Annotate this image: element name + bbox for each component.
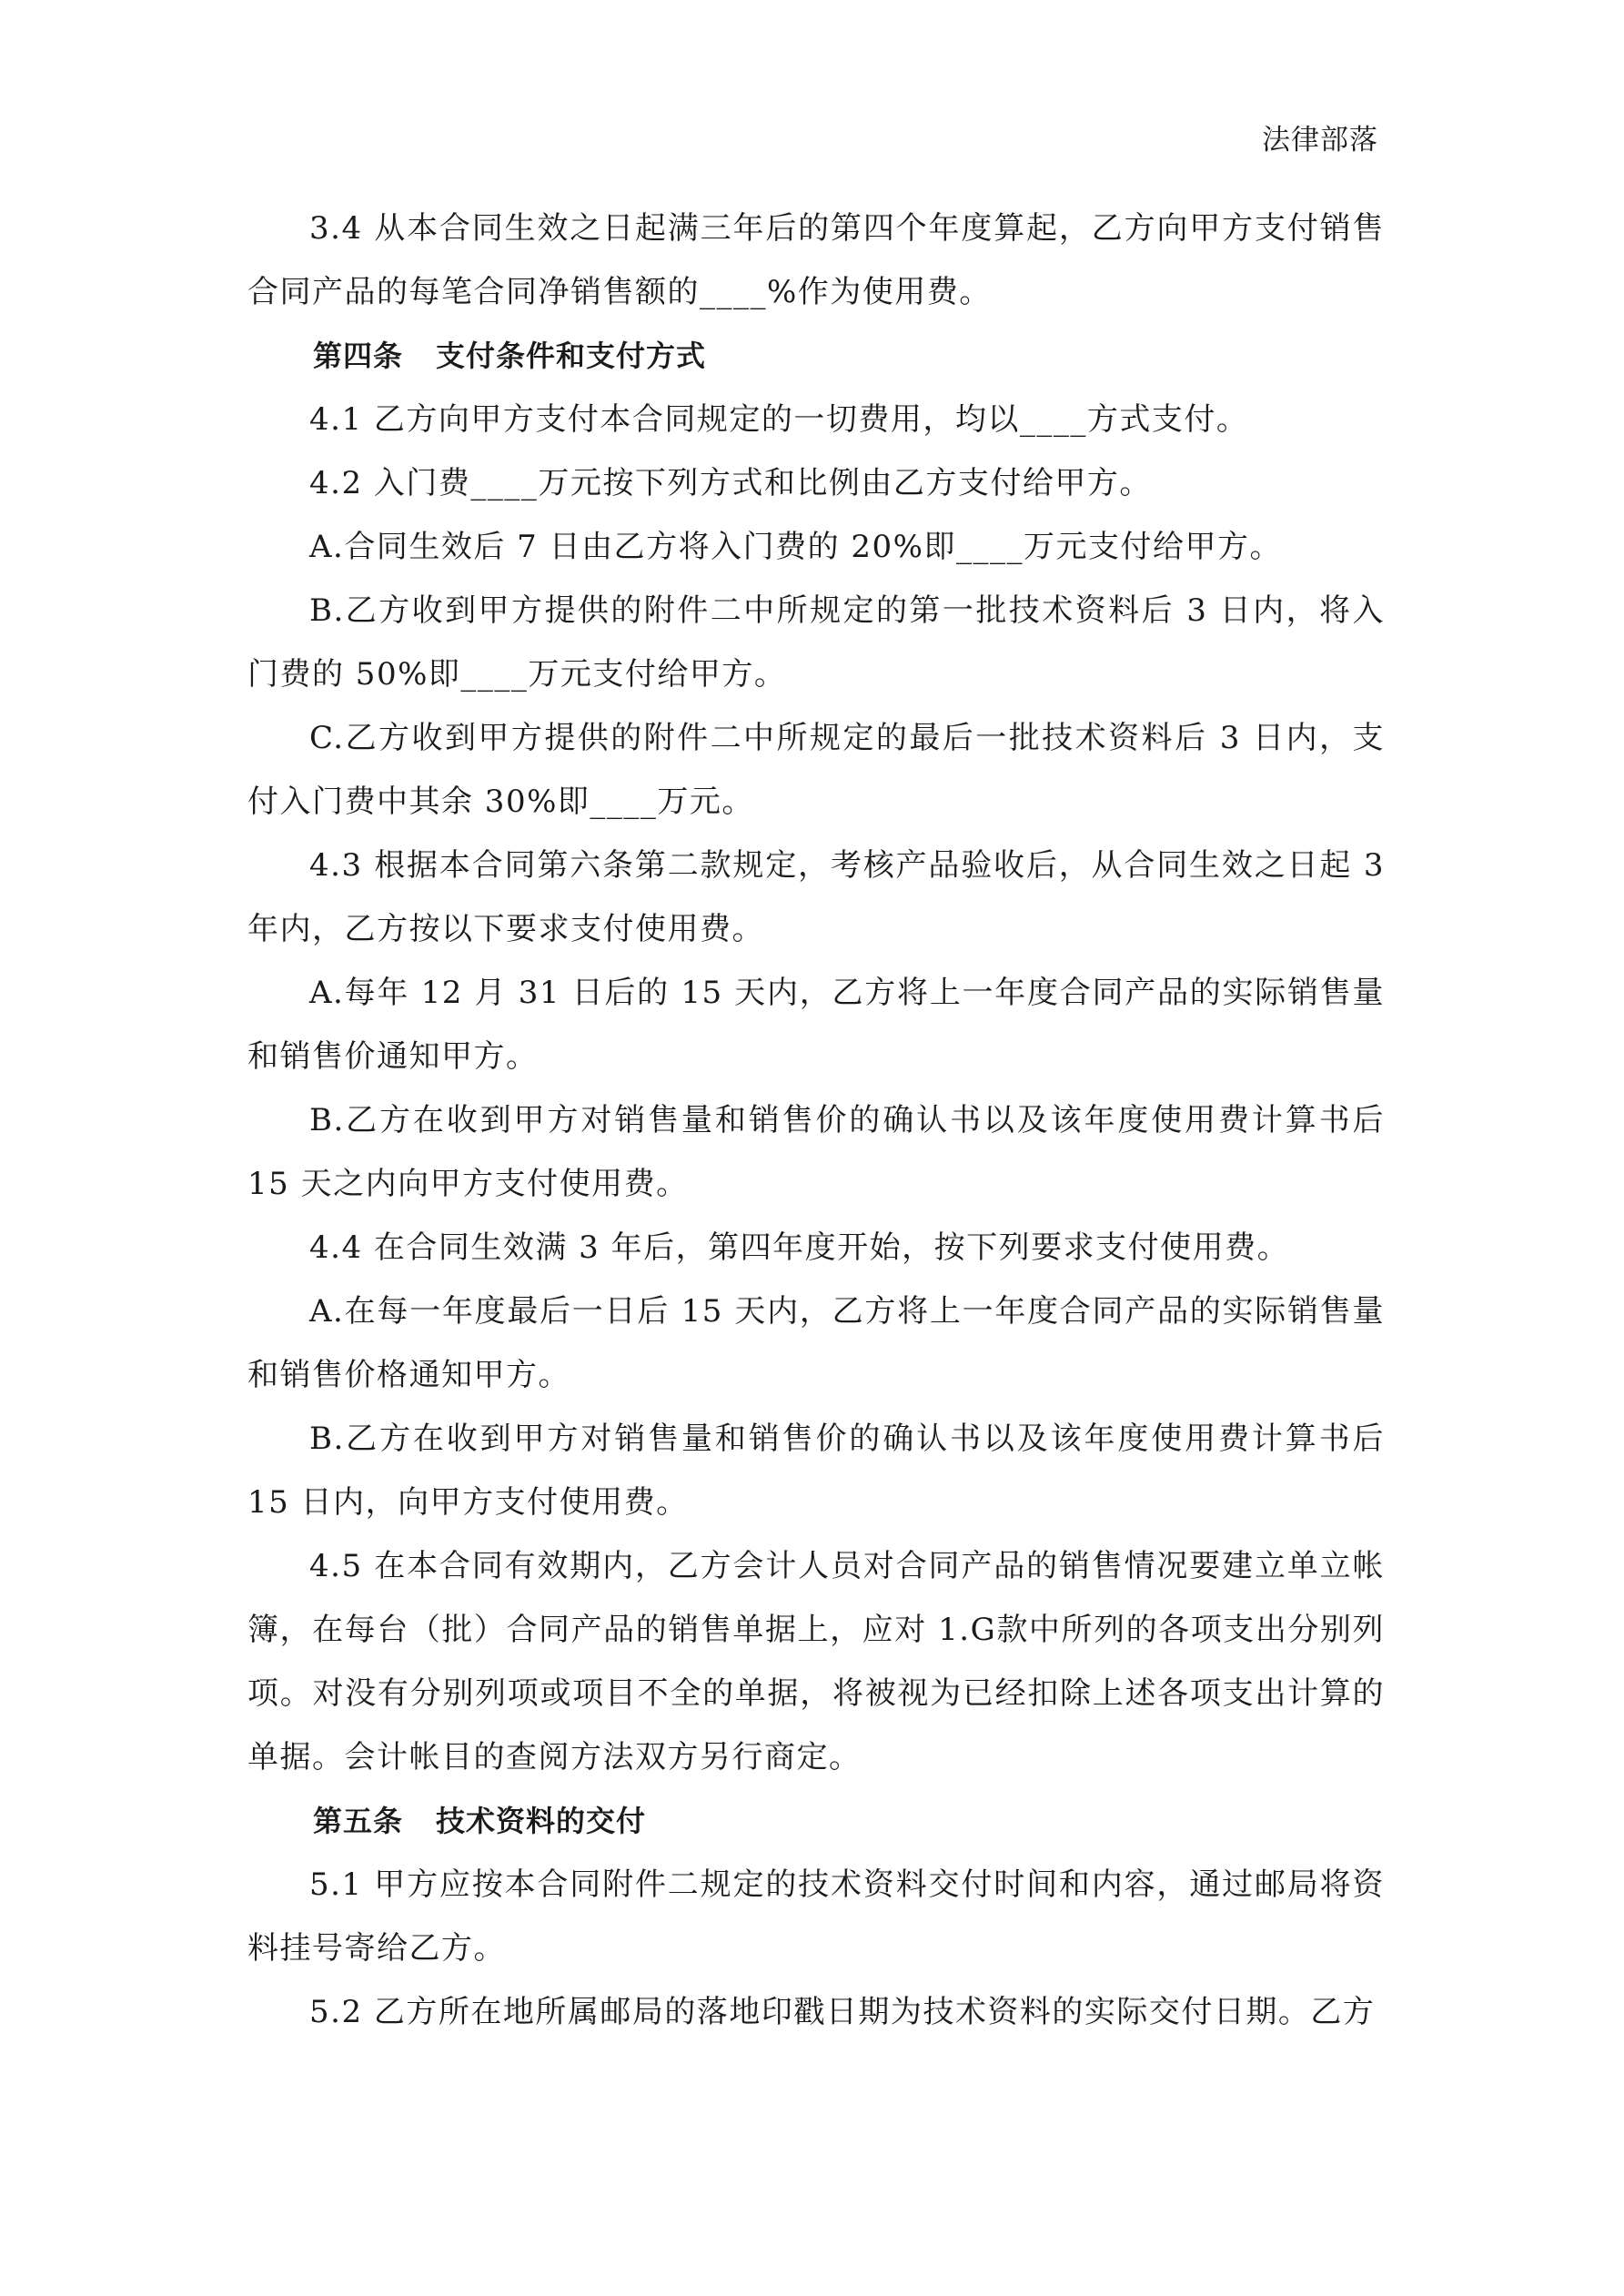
clause-5-2: 5.2 乙方所在地所属邮局的落地印戳日期为技术资料的实际交付日期。乙方	[309, 1994, 1376, 2030]
clause-4-1: 4.1 乙方向甲方支付本合同规定的一切费用，均以____方式支付。	[309, 401, 1249, 438]
clause-4-3-a: A.每年 12 月 31 日后的 15 天内，乙方将上一年度合同产品的实际销售量和销售价通知甲方。	[247, 975, 1385, 1075]
clause-4-2-b: B.乙方收到甲方提供的附件二中所规定的第一批技术资料后 3 日内，将入门费的 50%即____万元支付给甲方。	[247, 592, 1385, 693]
article-4-title: 支付条件和支付方式	[436, 339, 707, 373]
article-5-heading	[247, 1789, 1385, 1853]
clause-4-4: 4.4 在合同生效满 3 年后，第四年度开始，按下列要求支付使用费。	[309, 1229, 1290, 1266]
contract-body	[247, 197, 1385, 2044]
article-4-number: 第四条	[313, 339, 404, 373]
clause-4-5: 4.5 在本合同有效期内，乙方会计人员对合同产品的销售情况要建立单立帐簿，在每台（批）合同产品的销售单据上，应对 1.G款中所列的各项支出分别列项。对没有分别列项或项目不全的单据，将被视为已经扣除上述各项支出计算的单据。会计帐目的查阅方法双方另行商定。	[247, 1548, 1385, 1775]
clause-4-4-a: A.在每一年度最后一日后 15 天内，乙方将上一年度合同产品的实际销售量和销售价格通知甲方。	[247, 1293, 1385, 1393]
article-5-title: 技术资料的交付	[436, 1804, 647, 1838]
clause-3-4: 3.4 从本合同生效之日起满三年后的第四个年度算起，乙方向甲方支付销售合同产品的每笔合同净销售额的____%作为使用费。	[247, 210, 1385, 310]
article-4-heading	[247, 324, 1385, 388]
clause-4-4-b: B.乙方在收到甲方对销售量和销售价的确认书以及该年度使用费计算书后 15 日内，向甲方支付使用费。	[247, 1421, 1385, 1521]
article-5-number: 第五条	[313, 1804, 404, 1838]
document-source-label: 法律部落	[1262, 124, 1378, 157]
clause-4-2: 4.2 入门费____万元按下列方式和比例由乙方支付给甲方。	[309, 465, 1152, 501]
clause-4-2-c: C.乙方收到甲方提供的附件二中所规定的最后一批技术资料后 3 日内，支付入门费中其余 30%即____万元。	[247, 720, 1385, 820]
clause-4-2-a: A.合同生效后 7 日由乙方将入门费的 20%即____万元支付给甲方。	[309, 529, 1282, 565]
clause-4-3: 4.3 根据本合同第六条第二款规定，考核产品验收后，从合同生效之日起 3 年内，乙方按以下要求支付使用费。	[247, 847, 1385, 947]
clause-4-3-b: B.乙方在收到甲方对销售量和销售价的确认书以及该年度使用费计算书后 15 天之内向甲方支付使用费。	[247, 1102, 1385, 1202]
clause-5-1: 5.1 甲方应按本合同附件二规定的技术资料交付时间和内容，通过邮局将资料挂号寄给乙方。	[247, 1866, 1385, 1967]
